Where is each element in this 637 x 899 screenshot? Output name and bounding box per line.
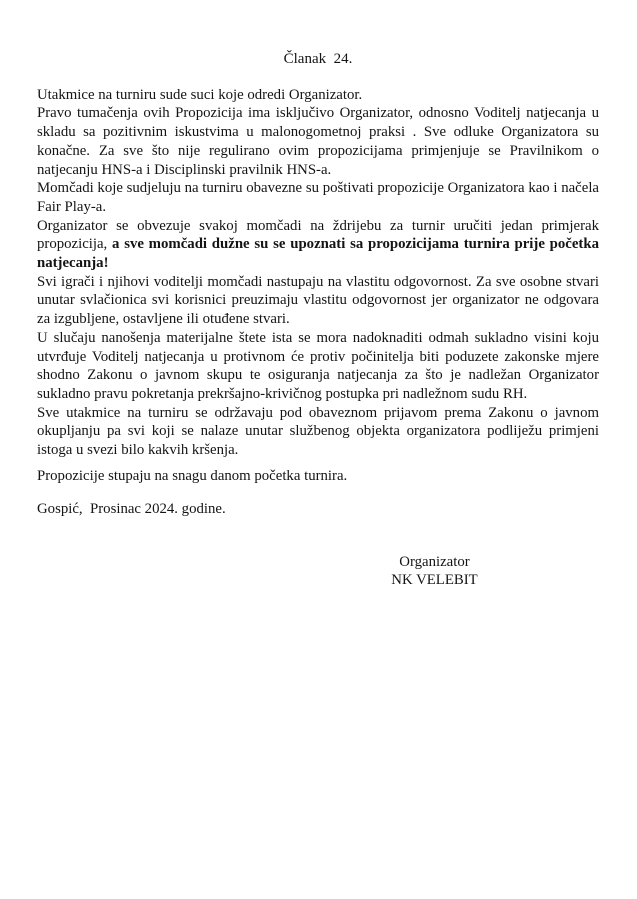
article-title: Članak 24. [283, 51, 353, 67]
document-body [37, 86, 599, 519]
paragraph-referees: Utakmice na turniru sude suci koje odredi Organizator. [37, 86, 363, 103]
effective-date-line: Propozicije stupaju na snagu danom početka turnira. [37, 467, 348, 484]
paragraph-own-responsibility: Svi igrači i njihovi voditelji momčadi nastupaju na vlastitu odgovornost. Za sve osobne stvari unutar svlačionica svi korisnici preuzimaju vlastitu odgovornost jer organizator ne odgovara za izgubljene, ostavljene ili otuđene stvari. [37, 273, 599, 328]
paragraph-fair-play: Momčadi koje sudjeluju na turniru obavezne su poštivati propozicije Organizatora kao i načela Fair Play-a. [37, 180, 599, 215]
paragraph-copy-obligation [37, 217, 599, 273]
paragraph-copy-obligation-bold: a sve momčadi dužne su se upoznati sa propozicijama turnira prije početka natjecanja! [37, 236, 599, 272]
paragraph-material-damage: U slučaju nanošenja materijalne štete ista se mora nadoknaditi odmah sukladno visini koju utvrđuje Voditelj natjecanja u protivnom će protiv počinitelja biti poduzete zakonske mjere shodno Zakonu o javnom skupu te osiguranja natjecanja za što je nadležan Organizator sukladno pravu pokretanja prekršajno-krivičnog postupka pri nadležnom sudu RH. [37, 329, 599, 402]
signature-block [387, 553, 482, 589]
signature-role: Organizator [399, 554, 470, 570]
paragraph-public-assembly: Sve utakmice na turniru se održavaju pod obaveznom prijavom prema Zakonu o javnom okupljanju pa svi koji se nalaze unutar službenog objekta organizatora podliježu primjeni istoga u svezi bilo kakvih kršenja. [37, 404, 599, 459]
place-date-line: Gospić, Prosinac 2024. godine. [37, 501, 226, 518]
paragraph-copy-obligation-lead: Organizator se obvezuje svakoj momčadi na ždrijebu za turnir uručiti jedan primjerak propozicija, [37, 217, 599, 253]
signature-organization: NK VELEBIT [391, 572, 478, 588]
paragraph-interpretation: Pravo tumačenja ovih Propozicija ima isključivo Organizator, odnosno Voditelj natjecanja u skladu sa pozitivnim iskustvima u malonogometnoj praksi . Sve odluke Organizatora su konačne. Za sve što nije regulirano ovim propozicijama primjenjuje se Pravilnikom o natjecanju HNS-a i Disciplinski pravilnik HNS-a. [37, 105, 599, 178]
